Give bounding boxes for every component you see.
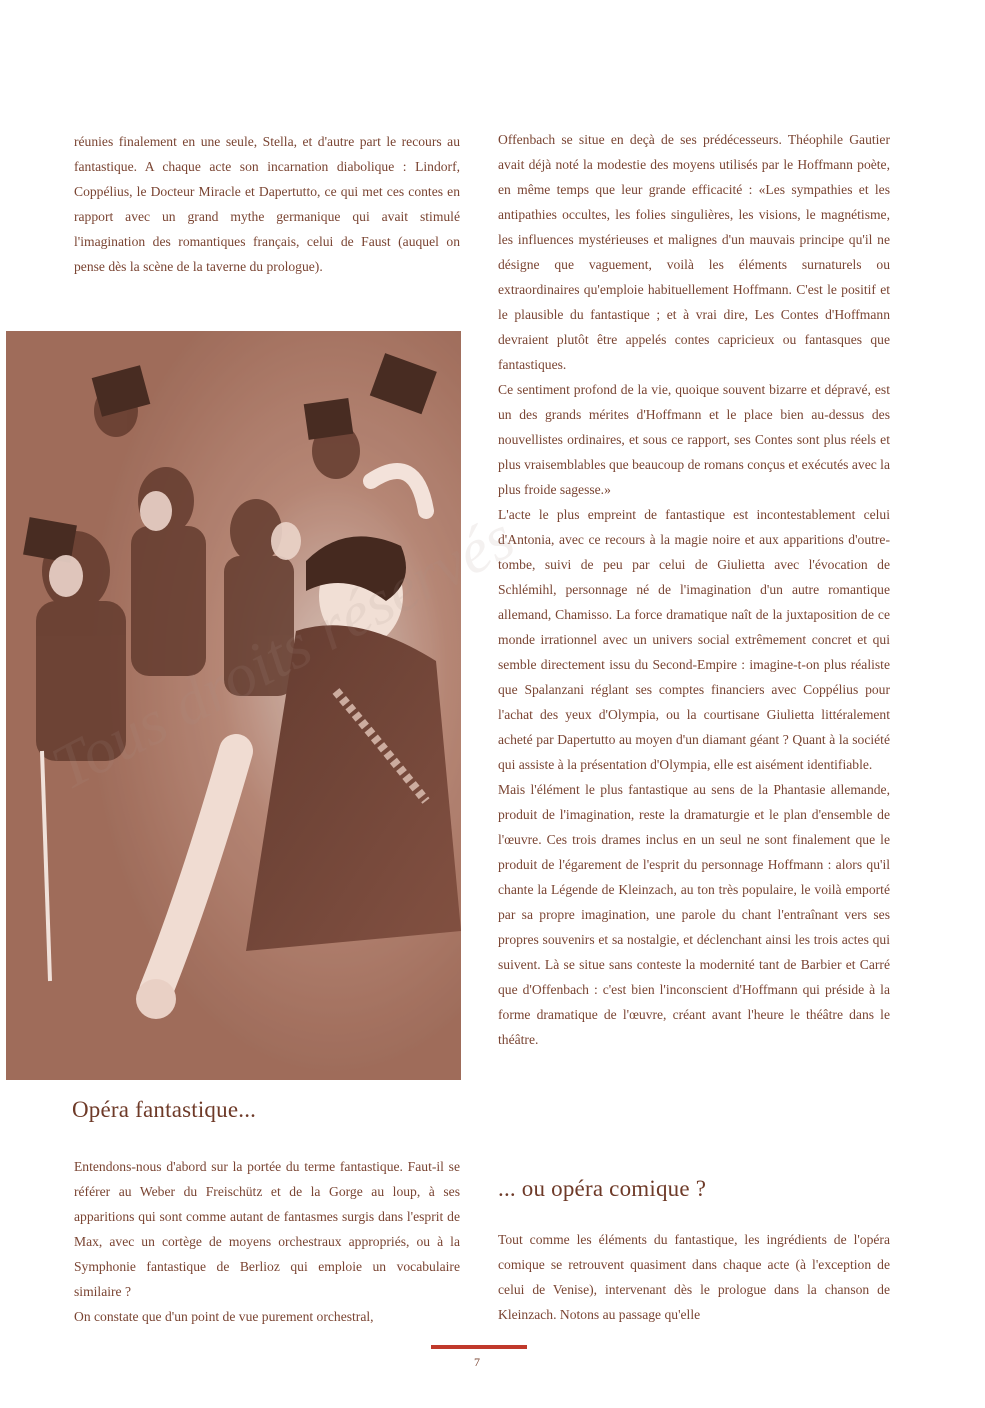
right-column-bottom-text <box>498 1227 890 1327</box>
paragraph: Tout comme les éléments du fantastique, les ingrédients de l'opéra comique se retrouvent quasiment dans chaque acte (à l'exception de celui de Venise), intervenant dès le prologue dans la chanson de Kleinzach. Notons au passage qu'elle <box>498 1232 890 1322</box>
footer-rule <box>431 1345 527 1349</box>
section-heading-opera-comique: ... ou opéra comique ? <box>498 1176 707 1201</box>
left-column-bottom-text <box>74 1154 460 1329</box>
section-heading-opera-fantastique: Opéra fantastique... <box>72 1097 257 1122</box>
right-column-top-text <box>498 127 890 1052</box>
left-column-top-text <box>74 129 460 279</box>
paragraph: réunies finalement en une seule, Stella, et d'autre part le recours au fantastique. A chaque acte son incarnation diabolique : Lindorf, Coppélius, le Docteur Miracle et Dapertutto, ce qui met ces contes en rapport avec un grand mythe germanique qui avait stimulé l'imagination des romantiques français, celui de Faust (auquel on pense dès la scène de la taverne du prologue). <box>74 134 460 274</box>
paragraph: On constate que d'un point de vue purement orchestral, <box>74 1309 374 1324</box>
paragraph: Ce sentiment profond de la vie, quoique souvent bizarre et dépravé, est un des grands mérites d'Hoffmann et le place bien au-dessus des nouvellistes ordinaires, et sous ce rapport, ses Contes sont plus réels et plus vraisemblables que beaucoup de romans conçus et exécutés avec la plus froide sagesse.» <box>498 382 890 497</box>
paragraph: Offenbach se situe en deçà de ses prédécesseurs. Théophile Gautier avait déjà noté la modestie des moyens utilisés par le Hoffmann poète, en même temps que leur grande efficacité : «Les sympathies et les antipathies occultes, les folies singulières, les visions, le magnétisme, les influences mystérieuses et malignes d'un mauvais principe qu'il ne désigne que vaguement, voilà les éléments surnaturels ou extraordinaires qu'emploie habituellement Hoffmann. C'est le positif et le plausible du fantastique ; et à vrai dire, Les Contes d'Hoffmann devraient plutôt être appelés contes capricieux ou fantasques que fantastiques. <box>498 132 890 372</box>
paragraph: L'acte le plus empreint de fantastique est incontestablement celui d'Antonia, avec ce recours à la magie noire et aux apparitions d'outre-tombe, suivi de peu par celui de Giulietta avec l'évocation de Schlémihl, personnage né de l'imagination d'un autre romantique allemand, Chamisso. La force dramatique naît de la juxtaposition de ce monde irrationnel avec un univers social extrêmement concret et qui semble directement issu du Second-Empire : imagine-t-on plus réaliste que Spalanzani réglant ses comptes financiers avec Coppélius pour l'achat des yeux d'Olympia, ou la courtisane Giulietta littéralement acheté par Dapertutto au moyen d'un diamant géant ? Quant à la société qui assiste à la présentation d'Olympia, elle est aisément identifiable. <box>498 507 890 772</box>
paragraph: Entendons-nous d'abord sur la portée du terme fantastique. Faut-il se référer au Weber du Freischütz et de la Gorge au loup, à ses apparitions qui sont comme autant de fantasmes surgis dans l'esprit de Max, avec un cortège de moyens orchestraux appropriés, ou à la Symphonie fantastique de Berlioz qui emploie un vocabulaire similaire ? <box>74 1159 460 1299</box>
opera-stage-photo <box>6 331 461 1080</box>
paragraph: Mais l'élément le plus fantastique au sens de la Phantasie allemande, produit de l'imagination, reste la dramaturgie et le plan d'ensemble de l'œuvre. Ces trois drames inclus en un seul ne sont finalement que le produit de l'égarement de l'esprit du personnage Hoffmann : alors qu'il chante la Légende de Kleinzach, au ton très populaire, le voilà emporté par sa propre imagination, une parole du chant l'entraînant vers ses propres souvenirs et sa nostalgie, et déclenchant ainsi les trois actes qui suivent. Là se situe sans conteste la modernité tant de Barbier et Carré que d'Offenbach : c'est bien l'inconscient d'Hoffmann qui préside à la forme dramatique de l'œuvre, créant avant l'heure le théâtre dans le théâtre. <box>498 782 890 1047</box>
page-number: 7 <box>474 1355 480 1369</box>
